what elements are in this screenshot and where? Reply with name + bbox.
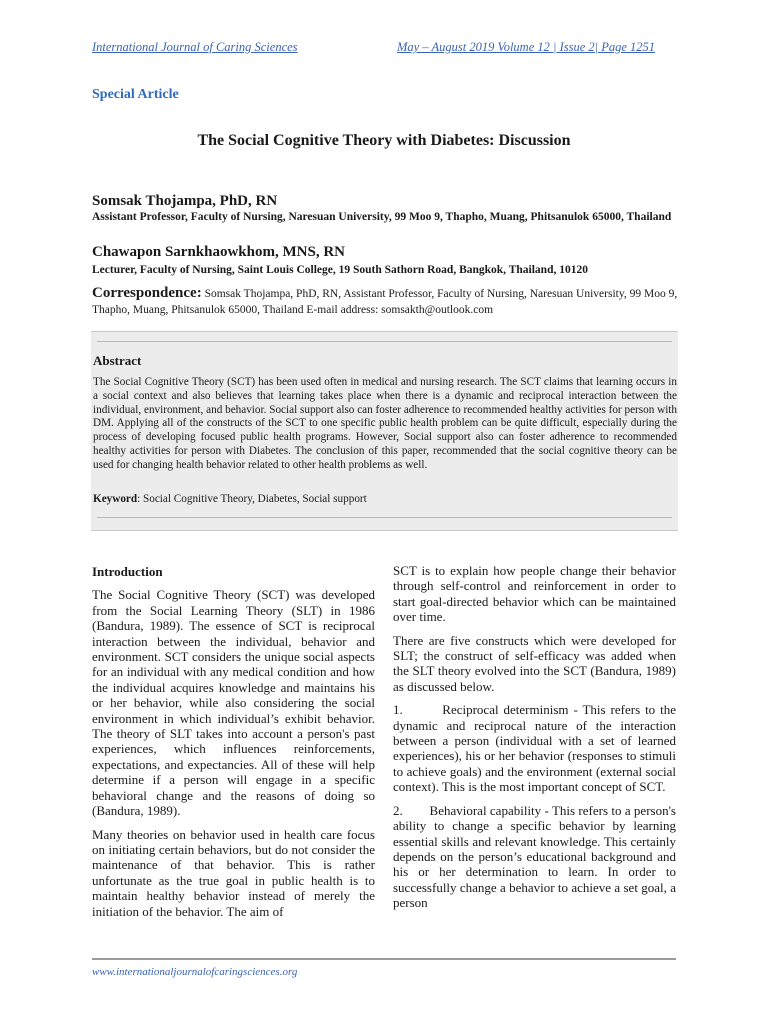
paragraph: There are five constructs which were developed for SLT; the construct of self-efficacy was added when the SLT theory evolved into the SCT (Bandura, 1989) as discussed below. xyxy=(393,632,676,694)
author-affiliation-1: Assistant Professor, Faculty of Nursing, Naresuan University, 99 Moo 9, Thapho, Muang, Phitsanulok 65000, Thailand xyxy=(92,211,672,223)
paragraph: 2. Behavioral capability - This refers to a person's ability to change a specific behavior by learning essential skills and relevant knowledge. This certainly depends on the person’s educational background and his or her determination to learn. In order to successfully change a behavior to achieve a set goal, a person xyxy=(393,802,680,911)
section-label: Special Article xyxy=(92,87,179,102)
abstract-bottom-rule xyxy=(97,517,672,518)
paragraph: Many theories on behavior used in health care focus on initiating certain behaviors, but do not consider the maintenance of that behavior. This is rather unfortunate as the true goal in public health is to maintain healthy behavior instead of merely the initiation of the behavior. The aim of xyxy=(92,826,375,919)
paragraph: The Social Cognitive Theory (SCT) was developed from the Social Learning Theory (SLT) in 1986 (Bandura, 1989). The essence of SCT is reciprocal interaction between the individual, behavior and environment. SCT considers the unique social aspects for an individual with any medical condition and how the individual acquires knowledge and maintains his or her behavior, while also considering the social environment in which individual’s exhibit behavior. The theory of SLT takes into account a person's past experiences, which influences reinforcements, expectations, and expectancies. All of these will help determine if a person will engage in a specific behavioral change and the reasons of doing so (Bandura, 1989). xyxy=(92,587,375,819)
footer-url[interactable]: www.internationaljournalofcaringsciences.org xyxy=(92,966,298,978)
introduction-heading: Introduction xyxy=(92,564,163,579)
keywords xyxy=(93,493,677,505)
issue-info[interactable]: May – August 2019 Volume 12 | Issue 2| Page 1251 xyxy=(397,40,656,54)
left-column xyxy=(92,564,375,927)
correspondence-label: Correspondence: xyxy=(92,285,202,301)
abstract-body: The Social Cognitive Theory (SCT) has been used often in medical and nursing research. The SCT claims that learning occurs in a social context and also believes that learning takes place when there is a dynamic and reciprocal interaction between the individual, environment, and behavior. Social support also can foster adherence to recommended healthy activities for person with DM. Applying all of the constructs of the SCT to one specific public health problem can be quite difficult, especially during the process of developing focused public health programs. However, Social support also can foster adherence to recommended healthy activities for person with Diabetes. The conclusion of this paper, recommended that the social cognitive theory can be used for changing health behavior related to other health problems as well. xyxy=(93,376,677,471)
keyword-label: Keyword xyxy=(93,493,138,505)
author-name-2: Chawapon Sarnkhaowkhom, MNS, RN xyxy=(92,244,345,260)
correspondence xyxy=(92,285,678,318)
paragraph: 1. Reciprocal determinism - This refers to the dynamic and reciprocal nature of the interaction between a person (individual with a set of learned experiences), his or her behavior (responses to stimuli to achieve goals) and the environment (external social context). This is the most important concept of SCT. xyxy=(393,702,680,795)
keyword-list: : Social Cognitive Theory, Diabetes, Social support xyxy=(137,493,367,505)
author-name-1: Somsak Thojampa, PhD, RN xyxy=(92,193,278,209)
right-column xyxy=(393,563,680,919)
correspondence-text: Somsak Thojampa, PhD, RN, Assistant Professor, Faculty of Nursing, Naresuan University, 99 Moo 9, Thapho, Muang, Phitsanulok 65000, Thailand E-mail address: somsakth@outlook.com xyxy=(92,288,678,316)
article-title: The Social Cognitive Theory with Diabetes: Discussion xyxy=(197,132,571,149)
abstract-heading: Abstract xyxy=(93,353,142,368)
abstract-top-rule xyxy=(97,341,672,342)
footer-divider xyxy=(92,958,676,960)
abstract-box xyxy=(91,331,678,531)
paragraph: SCT is to explain how people change their behavior through self-control and reinforcement in order to start goal-directed behavior which can be maintained over time. xyxy=(393,563,676,625)
author-affiliation-2: Lecturer, Faculty of Nursing, Saint Louis College, 19 South Sathorn Road, Bangkok, Thailand, 10120 xyxy=(92,264,588,276)
journal-name[interactable]: International Journal of Caring Sciences xyxy=(92,40,298,54)
